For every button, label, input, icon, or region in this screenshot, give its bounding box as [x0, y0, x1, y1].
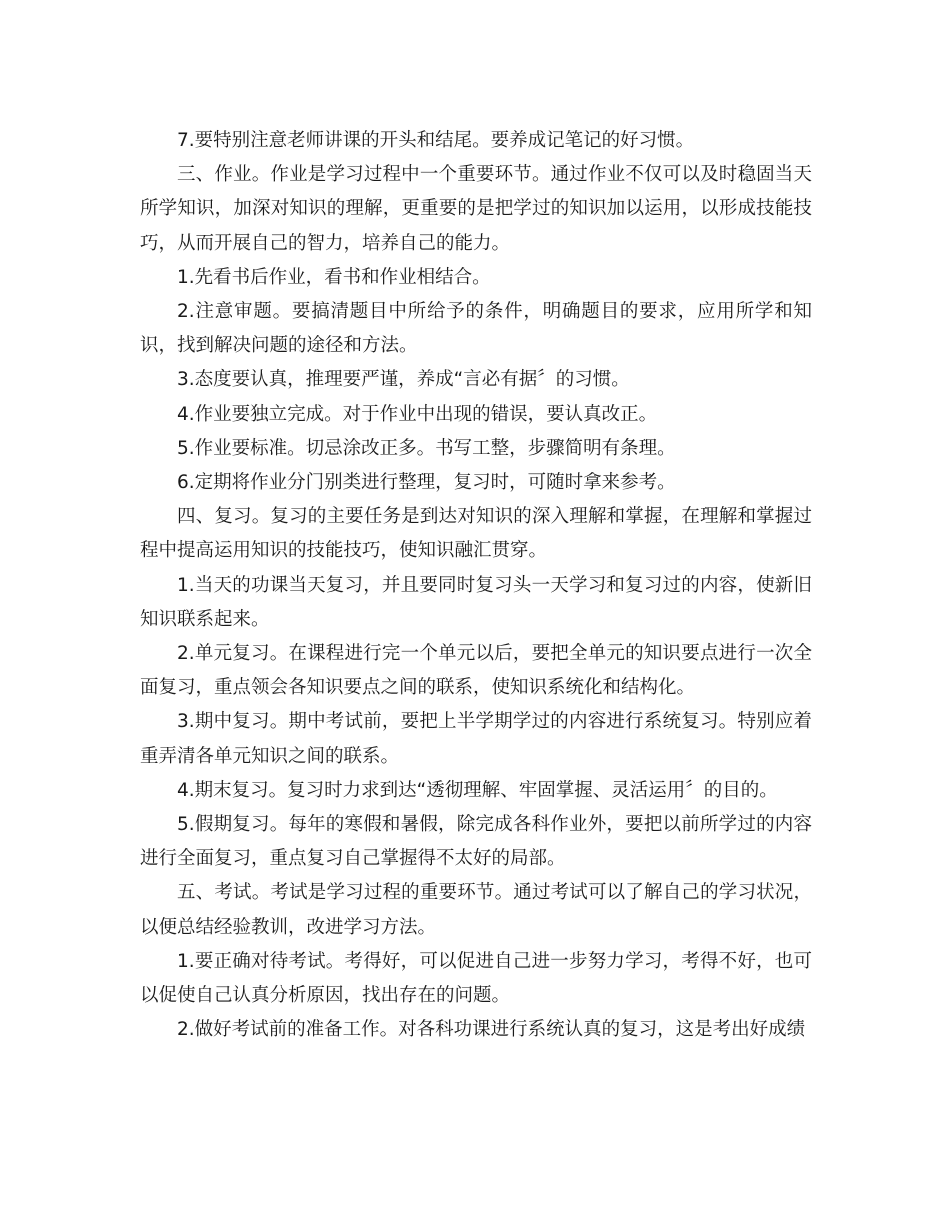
paragraph: 1.要正确对待考试。考得好，可以促进自己进一步努力学习，考得不好，也可以促使自己认真分析原因，找出存在的问题。 — [140, 950, 812, 1007]
paragraph: 4.作业要独立完成。对于作业中出现的错误，要认真改正。 — [177, 403, 658, 425]
paragraph: 5.假期复习。每年的寒假和暑假，除完成各科作业外，要把以前所学过的内容进行全面复习，重点复习自己掌握得不太好的局部。 — [140, 814, 812, 870]
paragraph: 6.定期将作业分门别类进行整理，复习时，可随时拿来参考。 — [177, 472, 676, 494]
paragraph: 5.作业要标准。切忌涂改正多。书写工整，步骤简明有条理。 — [177, 437, 676, 459]
paragraph: 4.期末复习。复习时力求到达“透彻理解、牢固掌握、灵活运用〞的目的。 — [177, 779, 778, 801]
section-paragraph-review: 四、复习。复习的主要任务是到达对知识的深入理解和掌握，在理解和掌握过程中提高运用知识的技能技巧，使知识融汇贯穿。 — [140, 506, 812, 562]
paragraph: 2.做好考试前的准备工作。对各科功课进行系统认真的复习，这是考出好成绩 — [177, 1019, 806, 1041]
paragraph: 1.先看书后作业，看书和作业相结合。 — [177, 266, 491, 288]
paragraph: 3.期中复习。期中考试前，要把上半学期学过的内容进行系统复习。特别应着重弄清各单元知识之间的联系。 — [140, 711, 812, 767]
section-paragraph-exam: 五、考试。考试是学习过程的重要环节。通过考试可以了解自己的学习状况，以便总结经验教训，改进学习方法。 — [140, 882, 812, 938]
paragraph: 2.单元复习。在课程进行完一个单元以后，要把全单元的知识要点进行一次全面复习，重点领会各知识要点之间的联系，使知识系统化和结构化。 — [140, 643, 812, 699]
paragraph: 7.要特别注意老师讲课的开头和结尾。要养成记笔记的好习惯。 — [177, 130, 695, 151]
paragraph: 2.注意审题。要搞清题目中所给予的条件，明确题目的要求，应用所学和知识，找到解决问题的途径和方法。 — [140, 301, 812, 357]
paragraph: 1.当天的功课当天复习，并且要同时复习头一天学习和复习过的内容，使新旧知识联系起来。 — [140, 574, 812, 630]
section-paragraph-homework: 三、作业。作业是学习过程中一个重要环节。通过作业不仅可以及时稳固当天所学知识，加深对知识的理解，更重要的是把学过的知识加以运用，以形成技能技巧，从而开展自己的智力，培养自己的能力。 — [140, 164, 812, 254]
document-body — [140, 124, 812, 1047]
paragraph: 3.态度要认真，推理要严谨，养成“言必有据〞的习惯。 — [177, 369, 630, 391]
